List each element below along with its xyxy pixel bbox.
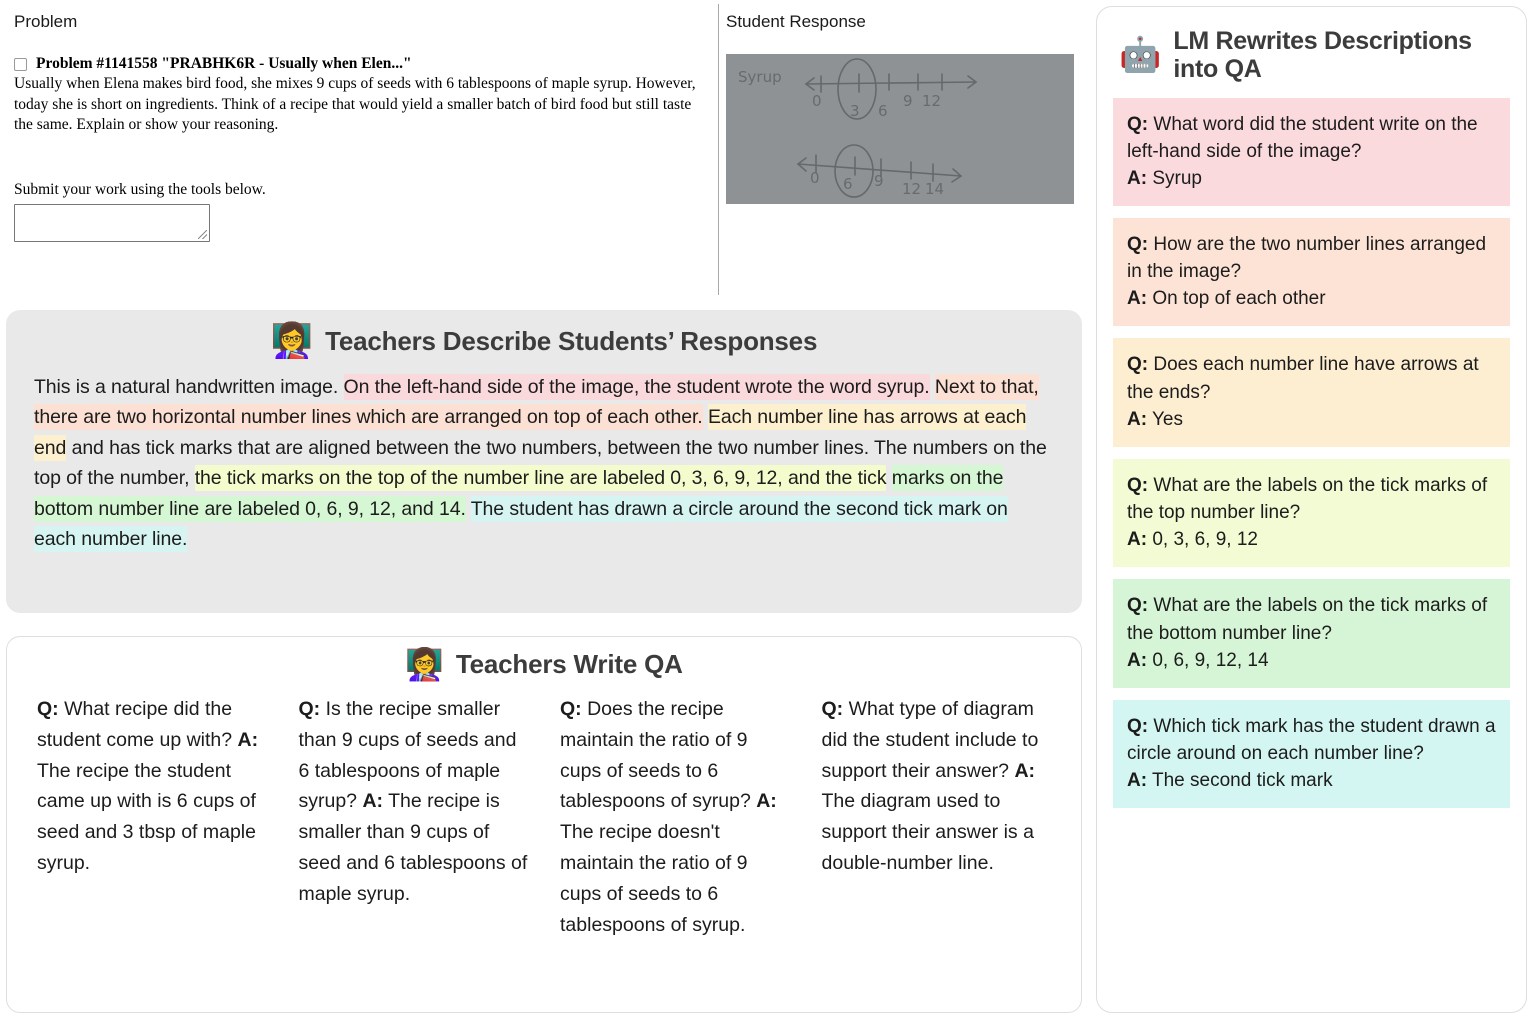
svg-text:3: 3 bbox=[850, 102, 860, 120]
teachers-describe-text bbox=[34, 372, 1054, 554]
teachers-qa-item bbox=[560, 694, 790, 940]
svg-text:12: 12 bbox=[922, 92, 942, 110]
q-prefix: Q: bbox=[821, 698, 844, 720]
question-text: Does each number line have arrows at the ends? bbox=[1127, 354, 1479, 403]
q-prefix: Q: bbox=[37, 698, 59, 720]
lm-qa-card bbox=[1113, 98, 1510, 206]
a-prefix: A: bbox=[1127, 649, 1148, 671]
answer-text: The recipe the student came up with is 6 cups of seed and 3 tbsp of maple syrup. bbox=[37, 759, 256, 874]
student-response-image bbox=[726, 54, 1074, 204]
problem-id-label: Problem #1141558 "PRABHK6R - Usually when Elen..." bbox=[36, 55, 412, 72]
answer-text: On top of each other bbox=[1147, 288, 1326, 310]
question-text: What are the labels on the tick marks of the top number line? bbox=[1127, 474, 1488, 524]
svg-text:14: 14 bbox=[925, 180, 945, 198]
lm-qa-card bbox=[1113, 459, 1510, 567]
plain-span bbox=[466, 498, 471, 520]
problem-checkbox[interactable] bbox=[14, 58, 27, 71]
problem-pane-title: Problem bbox=[14, 12, 78, 31]
question-text: What recipe did the student come up with? bbox=[37, 698, 238, 751]
svg-text:Syrup: Syrup bbox=[738, 68, 782, 86]
teachers-describe-title: Teachers Describe Students’ Responses bbox=[325, 325, 818, 356]
answer-text: 0, 6, 9, 12, 14 bbox=[1147, 649, 1269, 671]
a-prefix: A: bbox=[1014, 759, 1036, 782]
answer-text: Syrup bbox=[1147, 167, 1202, 189]
lm-qa-card bbox=[1113, 700, 1510, 808]
lm-qa-card bbox=[1113, 338, 1510, 446]
question-text: Which tick mark has the student drawn a circle around on each number line? bbox=[1127, 715, 1496, 764]
question-text: What type of diagram did the student include to support their answer? bbox=[821, 698, 1039, 782]
teachers-write-qa-panel bbox=[6, 636, 1082, 1013]
a-prefix: A: bbox=[1127, 529, 1148, 551]
answer-text: The second tick mark bbox=[1147, 770, 1333, 792]
q-prefix: Q: bbox=[1127, 113, 1149, 135]
svg-text:9: 9 bbox=[903, 92, 913, 110]
a-prefix: A: bbox=[237, 728, 259, 751]
a-prefix: A: bbox=[1127, 167, 1148, 189]
svg-text:6: 6 bbox=[878, 102, 888, 120]
teacher-emoji-icon: 👩‍🏫 bbox=[270, 322, 314, 360]
question-text: Does the recipe maintain the ratio of 9 cups of seeds to 6 tablespoons of syrup? bbox=[560, 698, 757, 813]
plain-span bbox=[886, 467, 891, 489]
lm-qa-card-list bbox=[1113, 98, 1510, 809]
teachers-write-qa-title: Teachers Write QA bbox=[455, 649, 683, 679]
vertical-divider bbox=[718, 4, 719, 295]
svg-text:9: 9 bbox=[874, 172, 884, 190]
svg-text:6: 6 bbox=[843, 175, 853, 193]
svg-text:12: 12 bbox=[902, 180, 922, 198]
q-prefix: Q: bbox=[1127, 474, 1149, 496]
a-prefix: A: bbox=[362, 790, 384, 813]
q-prefix: Q: bbox=[298, 698, 321, 720]
lm-rewrites-title: LM Rewrites Descriptions into QA bbox=[1173, 27, 1472, 84]
highlighted-span: the tick marks on the top of the number line are labeled 0, 3, 6, 9, 12, and the tick bbox=[194, 467, 887, 490]
lm-rewrites-header bbox=[1119, 27, 1510, 84]
svg-text:0: 0 bbox=[812, 92, 822, 110]
a-prefix: A: bbox=[1127, 770, 1148, 792]
highlighted-span: Each number line has arrows at each end bbox=[34, 406, 1027, 459]
problem-header bbox=[14, 54, 704, 73]
answer-text: The diagram used to support their answer is a double-number line. bbox=[821, 790, 1034, 874]
teachers-qa-item bbox=[299, 694, 529, 940]
highlighted-span: On the left-hand side of the image, the student wrote the word syrup. bbox=[343, 376, 930, 398]
q-prefix: Q: bbox=[560, 698, 582, 720]
a-prefix: A: bbox=[1127, 288, 1148, 310]
teachers-qa-item bbox=[822, 694, 1052, 940]
answer-text: Yes bbox=[1147, 408, 1183, 430]
problem-body-text: Usually when Elena makes bird food, she mixes 9 cups of seeds with 6 tablespoons of maple syrup. However, today she is short on ingredients. Think of a recipe that would yield a smaller batch of bird food but still taste the same. Explain or show your reasoning. bbox=[14, 75, 696, 133]
student-response-title: Student Response bbox=[726, 12, 866, 31]
plain-span: This is a natural handwritten image. bbox=[34, 376, 344, 398]
teachers-qa-columns bbox=[25, 694, 1063, 940]
svg-text:0: 0 bbox=[810, 169, 820, 187]
student-response-pane bbox=[726, 12, 1084, 296]
q-prefix: Q: bbox=[1127, 715, 1149, 737]
answer-text: 0, 3, 6, 9, 12 bbox=[1147, 529, 1258, 551]
plain-span: and has tick marks that are aligned between the two numbers, between the two number lines. The numbers on the top of the number, bbox=[34, 436, 1047, 490]
answer-text: The recipe is smaller than 9 cups of seed and 6 tablespoons of maple syrup. bbox=[298, 790, 528, 905]
a-prefix: A: bbox=[756, 790, 777, 813]
question-text: Is the recipe smaller than 9 cups of seeds and 6 tablespoons of maple syrup? bbox=[298, 698, 517, 813]
q-prefix: Q: bbox=[1127, 354, 1149, 376]
teachers-write-qa-header bbox=[25, 649, 1063, 680]
a-prefix: A: bbox=[1127, 408, 1148, 430]
lm-qa-card bbox=[1113, 579, 1510, 687]
q-prefix: Q: bbox=[1127, 233, 1149, 255]
teacher-emoji-icon: 👩‍🏫 bbox=[405, 647, 444, 682]
work-textarea[interactable] bbox=[14, 204, 210, 242]
question-text: What are the labels on the tick marks of the bottom number line? bbox=[1127, 595, 1488, 644]
question-text: How are the two number lines arranged in the image? bbox=[1127, 233, 1487, 283]
answer-text: The recipe doesn't maintain the ratio of 9 cups of seeds to 6 tablespoons of syrup. bbox=[560, 821, 748, 936]
teachers-qa-item bbox=[37, 694, 267, 940]
submit-instruction-label: Submit your work using the tools below. bbox=[14, 180, 266, 198]
highlighted-span: Next to that, there are two horizontal number lines which are arranged on top of each other. bbox=[34, 376, 1039, 429]
teachers-describe-panel bbox=[6, 310, 1082, 613]
problem-pane bbox=[0, 0, 718, 296]
highlighted-span: The student has drawn a circle around the second tick mark on each number line. bbox=[34, 497, 1008, 551]
robot-emoji-icon: 🤖 bbox=[1119, 36, 1162, 75]
lm-rewrites-panel bbox=[1096, 6, 1527, 1013]
q-prefix: Q: bbox=[1127, 595, 1149, 617]
question-text: What word did the student write on the left-hand side of the image? bbox=[1127, 113, 1478, 162]
lm-qa-card bbox=[1113, 218, 1510, 326]
highlighted-span: marks on the bottom number line are labeled 0, 6, 9, 12, and 14. bbox=[34, 467, 1004, 520]
teachers-describe-header bbox=[34, 324, 1054, 358]
